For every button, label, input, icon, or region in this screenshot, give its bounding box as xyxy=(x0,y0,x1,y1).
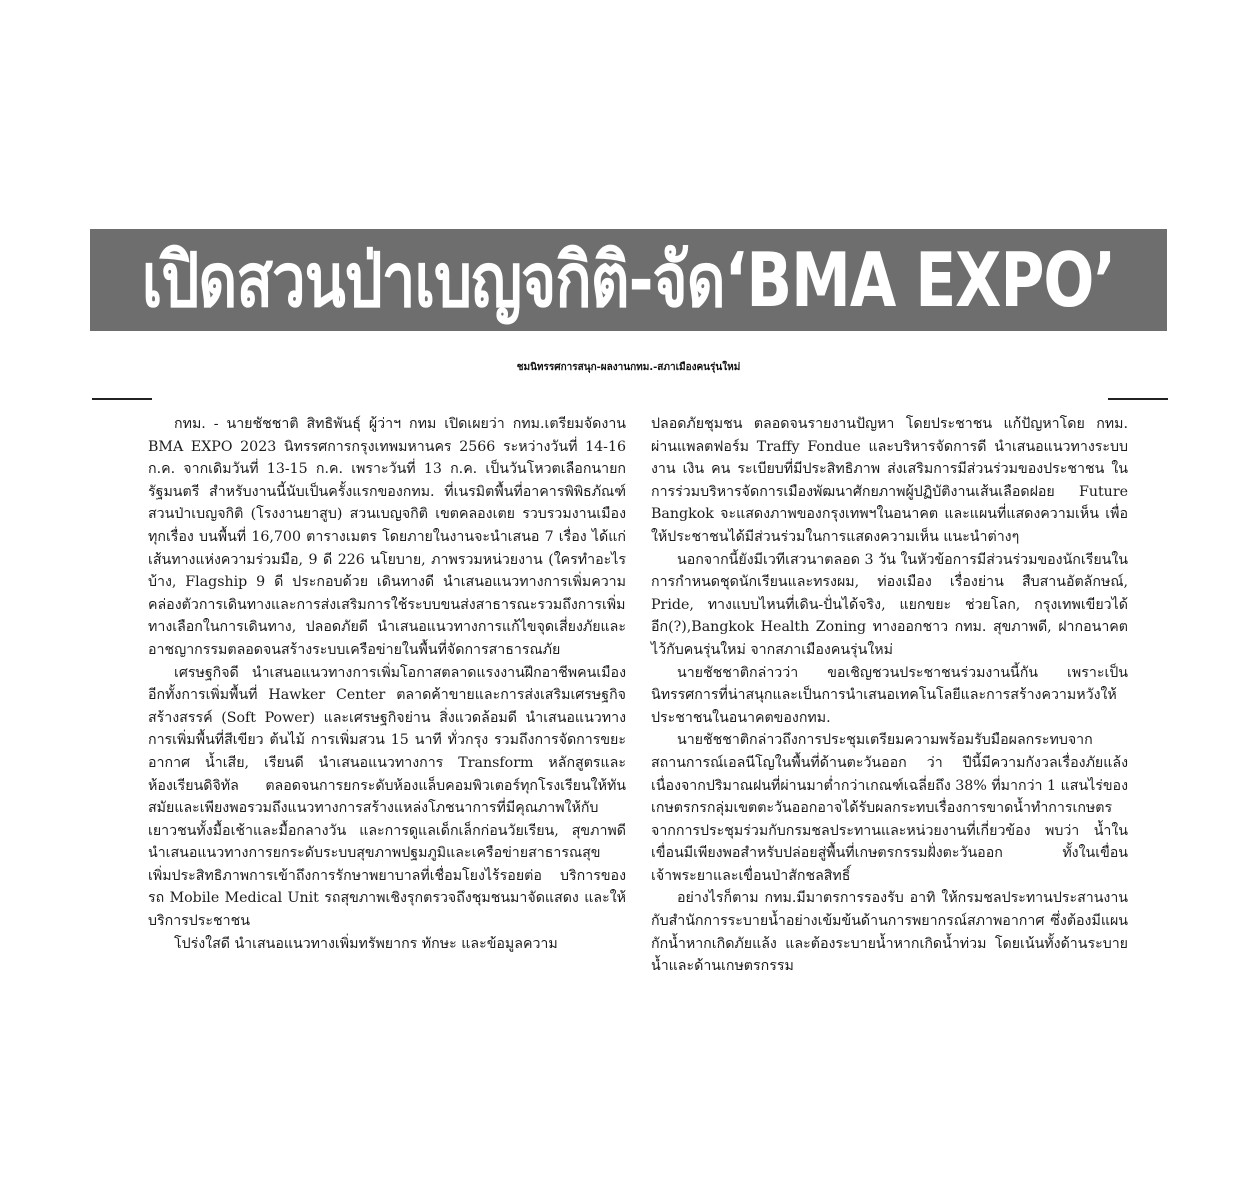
article-paragraph: เศรษฐกิจดี นำเสนอแนวทางการเพิ่มโอกาสตลาดแรงงานฝึกอาชีพคนเมือง อีกทั้งการเพิ่มพื้นที่ Hawker Center ตลาดค้าขายและการส่งเสริมเศรษฐกิจสร้างสรรค์ (Soft Power) และเศรษฐกิจย่าน สิ่งแวดล้อมดี นำเสนอแนวทางการเพิ่มพื้นที่สีเขียว ต้นไม้ การเพิ่มสวน 15 นาที ทั่วกรุง รวมถึงการจัดการขยะ อากาศ น้ำเสีย, เรียนดี นำเสนอแนวทางการ Transform หลักสูตรและห้องเรียนดิจิทัล ตลอดจนการยกระดับห้องแล็บคอมพิวเตอร์ทุกโรงเรียนให้ทันสมัยและเพียงพอรวมถึงแนวทางการสร้างแหล่งโภชนาการที่มีคุณภาพให้กับเยาวชนทั้งมื้อเช้าและมื้อกลางวัน และการดูแลเด็กเล็กก่อนวัยเรียน, สุขภาพดี นำเสนอแนวทางการยกระดับระบบสุขภาพปฐมภูมิและเครือข่ายสาธารณสุข เพิ่มประสิทธิภาพการเข้าถึงการรักษาพยาบาลที่เชื่อมโยงไร้รอยต่อ บริการของรถ Mobile Medical Unit รถสุขภาพเชิงรุกตรวจถึงชุมชนมาจัดแสดง และให้บริการประชาชน xyxy=(148,664,626,930)
article-column-left xyxy=(148,413,626,955)
subheadline: ชมนิทรรศการสนุก-ผลงานกทม.-สภาเมืองคนรุ่นใหม่ xyxy=(516,362,741,373)
headline-banner xyxy=(90,229,1167,331)
article-paragraph: กทม. - นายชัชชาติ สิทธิพันธุ์ ผู้ว่าฯ กทม เปิดเผยว่า กทม.เตรียมจัดงาน BMA EXPO 2023 นิทรรศการกรุงเทพมหานคร 2566 ระหว่างวันที่ 14-16 ก.ค. จากเดิมวันที่ 13-15 ก.ค. เพราะวันที่ 13 ก.ค. เป็นวันโหวตเลือกนายกรัฐมนตรี สำหรับงานนี้นับเป็นครั้งแรกของกทม. ที่เนรมิตพื้นที่อาคารพิพิธภัณฑ์สวนป่าเบญจกิติ (โรงงานยาสูบ) สวนเบญจกิติ เขตคลองเตย รวบรวมงานเมืองทุกเรื่อง บนพื้นที่ 16,700 ตารางเมตร โดยภายในงานจะนำเสนอ 7 เรื่อง ได้แก่ เส้นทางแห่งความร่วมมือ, 9 ดี 226 นโยบาย, ภาพรวมหน่วยงาน (ใครทำอะไรบ้าง, Flagship 9 ดี ประกอบด้วย เดินทางดี นำเสนอแนวทางการเพิ่มความคล่องตัวการเดินทางและการส่งเสริมการใช้ระบบขนส่งสาธารณะรวมถึงการเพิ่มทางเลือกในการเดินทาง, ปลอดภัยดี นำเสนอแนวทางการแก้ไขจุดเสี่ยงภัยและอาชญากรรมตลอดจนสร้างระบบเครือข่ายในพื้นที่จัดการสาธารณภัย xyxy=(148,416,626,658)
subheadline-rule-right xyxy=(1108,398,1168,400)
article-paragraph: นอกจากนี้ยังมีเวทีเสวนาตลอด 3 วัน ในหัวข้อการมีส่วนร่วมของนักเรียนในการกำหนดชุดนักเรียนและทรงผม, ท่องเมือง เรื่องย่าน สืบสานอัตลักษณ์, Pride, ทางแบบไหนที่เดิน-ปั่นได้จริง, แยกขยะ ช่วยโลก, กรุงเทพเขียวได้อีก(?),Bangkok Health Zoning ทางออกชาว กทม. สุขภาพดี, ฝากอนาคตไว้กับคนรุ่นใหม่ จากสภาเมืองคนรุ่นใหม่ xyxy=(651,551,1128,658)
article-paragraph: โปร่งใสดี นำเสนอแนวทางเพิ่มทรัพยากร ทักษะ และข้อมูลความ xyxy=(174,935,558,952)
article-paragraph: อย่างไรก็ตาม กทม.มีมาตรการรองรับ อาทิ ให้กรมชลประทานประสานงานกับสำนักการระบายน้ำอย่างเข้มข้นด้านการพยากรณ์สภาพอากาศ ซึ่งต้องมีแผนกักน้ำหากเกิดภัยแล้ง และต้องระบายน้ำหากเกิดน้ำท่วม โดยเน้นทั้งด้านระบายน้ำและด้านเกษตรกรรม xyxy=(651,890,1128,975)
article-paragraph: นายชัชชาติกล่าวถึงการประชุมเตรียมความพร้อมรับมือผลกระทบจากสถานการณ์เอลนีโญในพื้นที่ด้านตะวันออก ว่า ปีนี้มีความกังวลเรื่องภัยแล้ง เนื่องจากปริมาณฝนที่ผ่านมาต่ำกว่าเกณฑ์เฉลี่ยถึง 38% ที่มากว่า 1 แสนไร่ของเกษตรกรกลุ่มเขตตะวันออกอาจได้รับผลกระทบเรื่องการขาดน้ำทำการเกษตร จากการประชุมร่วมกับกรมชลประทานและหน่วยงานที่เกี่ยวข้อง พบว่า น้ำในเขื่อนมีเพียงพอสำหรับปล่อยสู่พื้นที่เกษตรกรรมฝั่งตะวันออก ทั้งในเขื่อนเจ้าพระยาและเขื่อนป่าสักชลสิทธิ์ xyxy=(651,732,1128,884)
article-paragraph: นายชัชชาติกล่าวว่า ขอเชิญชวนประชาชนร่วมงานนี้กัน เพราะเป็นนิทรรศการที่น่าสนุกและเป็นการนำเสนอเทคโนโลยีและการสร้างความหวังให้ประชาชนในอนาคตของกทม. xyxy=(651,664,1128,726)
article-paragraph: ปลอดภัยชุมชน ตลอดจนรายงานปัญหา โดยประชาชน แก้ปัญหาโดย กทม. ผ่านแพลตฟอร์ม Traffy Fondue และบริหารจัดการดี นำเสนอแนวทางระบบงาน เงิน คน ระเบียบที่มีประสิทธิภาพ ส่งเสริมการมีส่วนร่วมของประชาชน ในการร่วมบริหารจัดการเมืองพัฒนาศักยภาพผู้ปฏิบัติงานเส้นเลือดฝอย Future Bangkok จะแสดงภาพของกรุงเทพฯในอนาคต และแผนที่แสดงความเห็น เพื่อให้ประชาชนได้มีส่วนร่วมในการแสดงความเห็น แนะนำต่างๆ xyxy=(651,416,1128,545)
headline: เปิดสวนป่าเบญจกิติ-จัด‘BMA EXPO’ xyxy=(141,236,1116,325)
article-column-right xyxy=(651,413,1128,978)
subheadline-rule-left xyxy=(92,398,152,400)
